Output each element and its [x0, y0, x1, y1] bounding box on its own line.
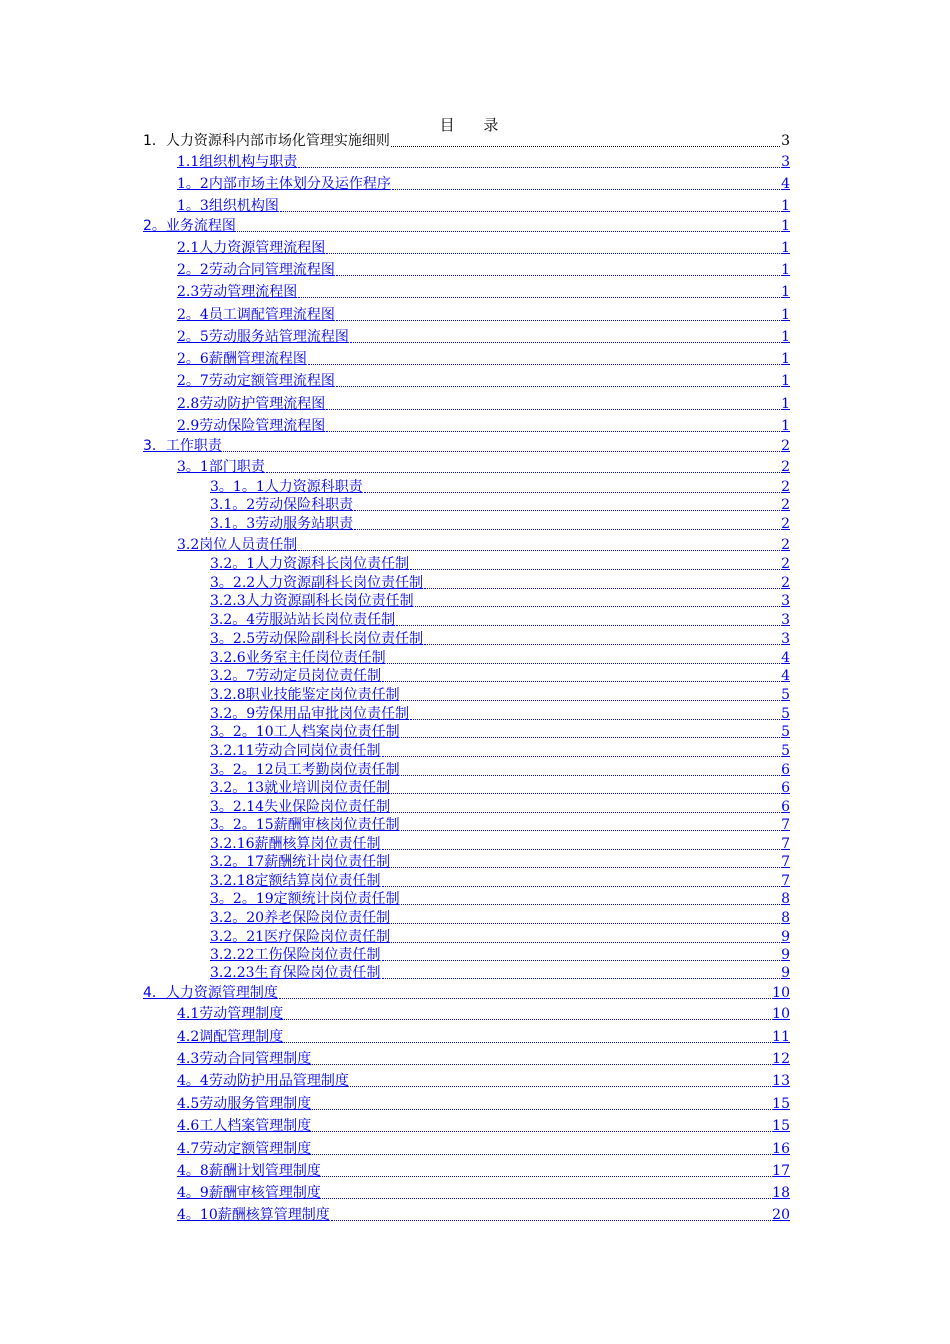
toc-page-number[interactable]: 13 — [772, 1073, 790, 1089]
toc-entry-text[interactable]: 3。2.2人力资源副科长岗位责任制 — [210, 575, 424, 591]
toc-entry[interactable] — [177, 1118, 790, 1135]
toc-page-number[interactable]: 7 — [781, 854, 790, 870]
dot-leader — [391, 811, 780, 813]
toc-entry-text[interactable]: 3.2.16薪酬核算岗位责任制 — [210, 836, 381, 852]
toc-page-number[interactable]: 1 — [781, 351, 790, 367]
toc-page-number[interactable]: 1 — [781, 373, 790, 389]
toc-entry-text[interactable]: 4.3劳动合同管理制度 — [177, 1051, 312, 1067]
toc-page-number[interactable]: 10 — [772, 1006, 790, 1022]
toc-page-number[interactable]: 1 — [781, 307, 790, 323]
toc-page-number[interactable]: 5 — [781, 687, 790, 703]
toc-entry-text[interactable]: 3。2。10工人档案岗位责任制 — [210, 724, 400, 740]
toc-entry-text[interactable]: 4。8薪酬计划管理制度 — [177, 1163, 321, 1179]
toc-entry[interactable] — [177, 1073, 790, 1090]
toc-page-number[interactable]: 5 — [781, 724, 790, 740]
toc-entry[interactable] — [177, 198, 790, 215]
toc-entry-text[interactable]: 3.2。17薪酬统计岗位责任制 — [210, 854, 391, 870]
toc-entry[interactable] — [210, 743, 790, 760]
toc-entry-text[interactable]: 3。1部门职责 — [177, 459, 265, 475]
toc-entry[interactable] — [143, 985, 790, 1002]
dot-leader — [312, 1153, 771, 1155]
dot-leader — [237, 230, 780, 232]
toc-entry-text[interactable]: 2。2劳动合同管理流程图 — [177, 262, 335, 278]
toc-page-number[interactable]: 2 — [781, 537, 790, 553]
toc-entry[interactable] — [177, 284, 790, 301]
toc-entry[interactable] — [210, 668, 790, 685]
dot-leader — [415, 605, 780, 607]
dot-leader — [410, 568, 780, 570]
dot-leader — [223, 450, 780, 452]
dot-leader — [401, 829, 780, 831]
toc-page-number[interactable]: 1 — [781, 198, 790, 214]
toc-page-number[interactable]: 5 — [781, 743, 790, 759]
toc-entry-text[interactable]: 3.1。2劳动保险科职责 — [210, 497, 354, 513]
dot-leader — [336, 274, 780, 276]
toc-page-number[interactable]: 20 — [772, 1207, 790, 1223]
toc-page-number[interactable]: 10 — [772, 985, 790, 1001]
toc-page-number[interactable]: 1 — [781, 396, 790, 412]
toc-entry-text[interactable]: 4.7劳动定额管理制度 — [177, 1141, 312, 1157]
toc-page-number: 3 — [781, 133, 790, 149]
toc-entry-text[interactable]: 3.2。1人力资源科长岗位责任制 — [210, 556, 410, 572]
toc-page-number[interactable]: 4 — [781, 668, 790, 684]
toc-page-number[interactable]: 1 — [781, 262, 790, 278]
toc-entry-text[interactable]: 2。4员工调配管理流程图 — [177, 307, 335, 323]
toc-entry-text[interactable]: 3.2。20养老保险岗位责任制 — [210, 910, 391, 926]
toc-entry-text[interactable]: 4。4劳动防护用品管理制度 — [177, 1073, 349, 1089]
toc-entry[interactable] — [210, 780, 790, 797]
toc-entry[interactable] — [177, 537, 790, 554]
toc-entry-text: 1．人力资源科内部市场化管理实施细则 — [143, 133, 390, 149]
dot-leader — [284, 1041, 771, 1043]
dot-leader — [391, 941, 780, 943]
toc-page-number[interactable]: 11 — [772, 1029, 790, 1045]
toc-entry[interactable] — [177, 329, 790, 346]
toc-entry-text[interactable]: 3.2.18定额结算岗位责任制 — [210, 873, 381, 889]
toc-entry[interactable] — [210, 706, 790, 723]
dot-leader — [396, 624, 780, 626]
toc-page-number[interactable]: 1 — [781, 284, 790, 300]
toc-entry[interactable] — [177, 1006, 790, 1023]
dot-leader — [326, 430, 780, 432]
toc-page-number[interactable]: 15 — [772, 1118, 790, 1134]
toc-entry-text[interactable]: 3.2.3人力资源副科长岗位责任制 — [210, 593, 414, 609]
toc-entry-text[interactable]: 4.1劳动管理制度 — [177, 1006, 284, 1022]
toc-page-number[interactable]: 3 — [781, 612, 790, 628]
dot-leader — [382, 680, 780, 682]
toc-page-number[interactable]: 1 — [781, 418, 790, 434]
toc-entry[interactable] — [210, 687, 790, 704]
toc-title: 目 录 — [439, 116, 511, 134]
toc-entry[interactable] — [177, 459, 790, 476]
toc-page-number[interactable]: 6 — [781, 799, 790, 815]
dot-leader — [401, 736, 780, 738]
toc-page-number[interactable]: 8 — [781, 891, 790, 907]
dot-leader — [322, 1175, 771, 1177]
dot-leader — [312, 1108, 771, 1110]
dot-leader — [401, 774, 780, 776]
toc-entry[interactable] — [177, 262, 790, 279]
toc-entry[interactable] — [210, 479, 790, 496]
toc-entry-text[interactable]: 4．人力资源管理制度 — [143, 985, 278, 1001]
toc-entry-text[interactable]: 3.2.6业务室主任岗位责任制 — [210, 650, 386, 666]
dot-leader — [308, 363, 780, 365]
dot-leader — [336, 385, 780, 387]
dot-leader — [401, 699, 780, 701]
toc-page-number[interactable]: 3 — [781, 631, 790, 647]
dot-leader — [284, 1018, 771, 1020]
toc-page-number[interactable]: 2 — [781, 575, 790, 591]
toc-entry[interactable] — [177, 240, 790, 257]
toc-entry[interactable] — [177, 1096, 790, 1113]
dot-leader — [322, 1197, 771, 1199]
toc-entry-text[interactable]: 2.8劳动防护管理流程图 — [177, 396, 326, 412]
toc-page-number[interactable]: 7 — [781, 817, 790, 833]
dot-leader — [382, 755, 781, 757]
toc-entry[interactable] — [177, 154, 790, 171]
dot-leader — [410, 718, 780, 720]
toc-entry[interactable] — [177, 1185, 790, 1202]
toc-entry[interactable] — [177, 418, 790, 435]
dot-leader — [266, 471, 780, 473]
toc-page-number[interactable]: 1 — [781, 329, 790, 345]
toc-page-number[interactable]: 2 — [781, 438, 790, 454]
toc-entry-text[interactable]: 1。3组织机构图 — [177, 198, 279, 214]
dot-leader — [364, 491, 780, 493]
toc-entry[interactable] — [210, 817, 790, 834]
dot-leader — [354, 509, 780, 511]
toc-entry[interactable] — [210, 724, 790, 741]
toc-entry-text[interactable]: 4.6工人档案管理制度 — [177, 1118, 312, 1134]
toc-entry-text[interactable]: 4。9薪酬审核管理制度 — [177, 1185, 321, 1201]
toc-entry[interactable] — [143, 438, 790, 455]
dot-leader — [424, 587, 780, 589]
toc-entry-text[interactable]: 3.2。7劳动定员岗位责任制 — [210, 668, 382, 684]
toc-entry-text[interactable]: 3.1。3劳动服务站职责 — [210, 516, 354, 532]
toc-entry[interactable] — [210, 873, 790, 890]
dot-leader — [336, 319, 780, 321]
dot-leader — [280, 210, 780, 212]
toc-entry-text[interactable]: 3。1。1人力资源科职责 — [210, 479, 363, 495]
toc-entry — [143, 133, 790, 150]
dot-leader — [350, 1085, 771, 1087]
toc-entry[interactable] — [210, 854, 790, 871]
dot-leader — [298, 166, 780, 168]
dot-leader — [401, 903, 780, 905]
toc-page-number[interactable]: 2 — [781, 497, 790, 513]
toc-page-number[interactable]: 6 — [781, 780, 790, 796]
toc-entry[interactable] — [177, 176, 790, 193]
toc-entry[interactable] — [177, 1141, 790, 1158]
toc-page-number[interactable]: 16 — [772, 1141, 790, 1157]
toc-page-number[interactable]: 12 — [772, 1051, 790, 1067]
toc-entry[interactable] — [177, 1051, 790, 1068]
dot-leader — [326, 408, 780, 410]
toc-page-number[interactable]: 7 — [781, 836, 790, 852]
toc-entry-text[interactable]: 1.1组织机构与职责 — [177, 154, 298, 170]
dot-leader — [354, 528, 780, 530]
toc-page-number[interactable]: 1 — [781, 218, 790, 234]
toc-entry-text[interactable]: 2。5劳动服务站管理流程图 — [177, 329, 349, 345]
toc-page-number[interactable]: 3 — [781, 154, 790, 170]
toc-entry[interactable] — [210, 612, 790, 629]
dot-leader — [424, 643, 780, 645]
toc-entry-text[interactable]: 2.1人力资源管理流程图 — [177, 240, 326, 256]
toc-entry[interactable] — [210, 593, 790, 610]
toc-page-number[interactable]: 18 — [772, 1185, 790, 1201]
toc-entry-text[interactable]: 3.2.22工伤保险岗位责任制 — [210, 947, 381, 963]
toc-entry-text[interactable]: 1。2内部市场主体划分及运作程序 — [177, 176, 391, 192]
toc-entry-text[interactable]: 2.9劳动保险管理流程图 — [177, 418, 326, 434]
dot-leader — [391, 866, 780, 868]
toc-page-number[interactable]: 3 — [781, 593, 790, 609]
toc-page-number[interactable]: 6 — [781, 762, 790, 778]
toc-entry-text[interactable]: 2。6薪酬管理流程图 — [177, 351, 307, 367]
toc-entry-text[interactable]: 2.3劳动管理流程图 — [177, 284, 298, 300]
dot-leader — [350, 341, 780, 343]
toc-entry-text[interactable]: 3。2.14失业保险岗位责任制 — [210, 799, 391, 815]
toc-page-number[interactable]: 2 — [781, 516, 790, 532]
toc-entry[interactable] — [210, 556, 790, 573]
toc-entry-text[interactable]: 3.2。21医疗保险岗位责任制 — [210, 929, 391, 945]
dot-leader — [382, 848, 781, 850]
toc-entry-text[interactable]: 3.2。13就业培训岗位责任制 — [210, 780, 391, 796]
toc-entry[interactable] — [177, 1207, 790, 1224]
toc-entry-text[interactable]: 3.2。9劳保用品审批岗位责任制 — [210, 706, 410, 722]
dot-leader — [326, 252, 780, 254]
toc-entry-text[interactable]: 2。7劳动定额管理流程图 — [177, 373, 335, 389]
toc-page-number[interactable]: 2 — [781, 556, 790, 572]
toc-entry-text[interactable]: 4.2调配管理制度 — [177, 1029, 284, 1045]
dot-leader — [387, 662, 780, 664]
toc-page-number[interactable]: 1 — [781, 240, 790, 256]
toc-entry[interactable] — [177, 1029, 790, 1046]
toc-entry-text[interactable]: 3.2.11劳动合同岗位责任制 — [210, 743, 381, 759]
toc-entry-text[interactable]: 3。2.5劳动保险副科长岗位责任制 — [210, 631, 424, 647]
toc-entry[interactable] — [177, 373, 790, 390]
toc-entry-text[interactable]: 4。10薪酬核算管理制度 — [177, 1207, 330, 1223]
toc-page-number[interactable]: 8 — [781, 910, 790, 926]
dot-leader — [391, 145, 780, 147]
toc-entry-text[interactable]: 3。2。19定额统计岗位责任制 — [210, 891, 400, 907]
toc-entry-text[interactable]: 4.5劳动服务管理制度 — [177, 1096, 312, 1112]
toc-entry-text[interactable]: 2。业务流程图 — [143, 218, 236, 234]
toc-entry-text[interactable]: 3.2岗位人员责任制 — [177, 537, 298, 553]
toc-entry[interactable] — [210, 650, 790, 667]
dot-leader — [382, 885, 781, 887]
toc-entry[interactable] — [177, 396, 790, 413]
toc-page-number[interactable]: 9 — [781, 965, 790, 981]
toc-page-number[interactable]: 9 — [781, 947, 790, 963]
toc-entry-text[interactable]: 3．工作职责 — [143, 438, 222, 454]
toc-entry[interactable] — [210, 575, 790, 592]
dot-leader — [298, 296, 780, 298]
toc-entry[interactable] — [177, 351, 790, 368]
toc-page-number[interactable]: 9 — [781, 929, 790, 945]
toc-entry[interactable] — [177, 1163, 790, 1180]
toc-entry[interactable] — [210, 891, 790, 908]
toc-page-number[interactable]: 5 — [781, 706, 790, 722]
toc-page-number[interactable]: 7 — [781, 873, 790, 889]
toc-entry[interactable] — [210, 929, 790, 946]
dot-leader — [392, 188, 780, 190]
toc-page-number[interactable]: 2 — [781, 459, 790, 475]
toc-entry-text[interactable]: 3.2.23生育保险岗位责任制 — [210, 965, 381, 981]
toc-entry[interactable] — [210, 947, 790, 964]
toc-page-number[interactable]: 2 — [781, 479, 790, 495]
dot-leader — [312, 1063, 771, 1065]
dot-leader — [391, 922, 780, 924]
toc-entry[interactable] — [210, 762, 790, 779]
toc-entry-text[interactable]: 3.2.8职业技能鉴定岗位责任制 — [210, 687, 400, 703]
toc-entry[interactable] — [210, 965, 790, 982]
dot-leader — [312, 1130, 771, 1132]
toc-entry[interactable] — [210, 631, 790, 648]
toc-entry[interactable] — [210, 497, 790, 514]
toc-entry[interactable] — [177, 307, 790, 324]
toc-entry-text[interactable]: 3。2。15薪酬审核岗位责任制 — [210, 817, 400, 833]
dot-leader — [382, 977, 781, 979]
toc-entry[interactable] — [210, 516, 790, 533]
toc-entry-text[interactable]: 3.2。4劳服站站长岗位责任制 — [210, 612, 396, 628]
toc-entry[interactable] — [210, 910, 790, 927]
toc-entry[interactable] — [210, 799, 790, 816]
dot-leader — [298, 549, 780, 551]
toc-entry[interactable] — [210, 836, 790, 853]
toc-entry[interactable] — [143, 218, 790, 235]
toc-page-number[interactable]: 4 — [781, 650, 790, 666]
toc-entry-text[interactable]: 3。2。12员工考勤岗位责任制 — [210, 762, 400, 778]
dot-leader — [279, 997, 771, 999]
dot-leader — [331, 1219, 771, 1221]
toc-page-number[interactable]: 15 — [772, 1096, 790, 1112]
dot-leader — [391, 792, 780, 794]
toc-page-number[interactable]: 4 — [781, 176, 790, 192]
toc-page-number[interactable]: 17 — [772, 1163, 790, 1179]
dot-leader — [382, 959, 781, 961]
